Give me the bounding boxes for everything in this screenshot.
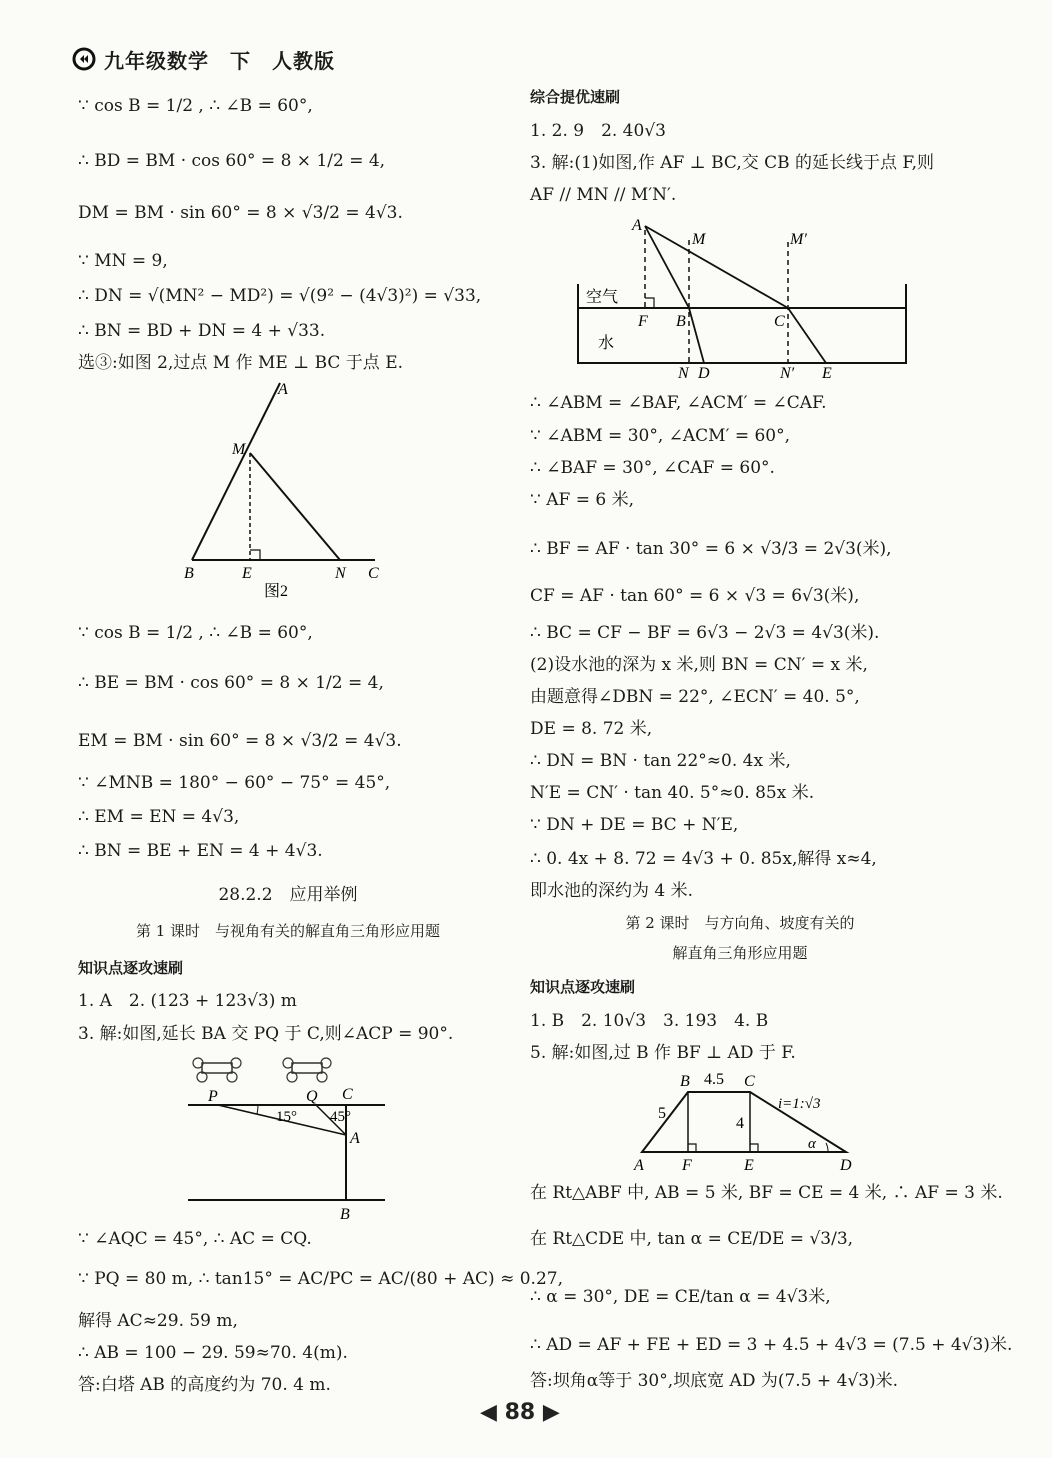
drone-icon-1 — [193, 1058, 241, 1082]
dam-label-height: 4 — [736, 1115, 744, 1132]
left-answer-2: 3. 解:如图,延长 BA 交 PQ 于 C,则∠ACP = 90°. — [78, 1024, 454, 1044]
left-line-1: ∵ cos B = 1/2 , ∴ ∠B = 60°, — [78, 96, 313, 116]
book-logo-icon — [72, 47, 96, 71]
pool-label-d: D — [698, 365, 710, 382]
left-line-3: DM = BM · sin 60° = 8 × √3/2 = 4√3. — [78, 203, 403, 223]
left-line-2: ∴ BD = BM · cos 60° = 8 × 1/2 = 4, — [78, 151, 386, 171]
page-number-text: 88 — [504, 1400, 536, 1425]
prev-arrow-icon: ◀ — [480, 1400, 497, 1425]
pool-label-air: 空气 — [586, 289, 619, 306]
label-b2: B — [340, 1206, 350, 1223]
left-line-6: ∴ BN = BD + DN = 4 + √33. — [78, 321, 326, 341]
right-line-10: ∴ BC = CF − BF = 6√3 − 2√3 = 4√3(米). — [530, 623, 880, 643]
angle-15: 15° — [276, 1109, 297, 1125]
right-answer-2: 5. 解:如图,过 B 作 BF ⊥ AD 于 F. — [530, 1043, 796, 1063]
right-line-12: 由题意得∠DBN = 22°, ∠ECN′ = 40. 5°, — [530, 687, 860, 707]
page-header — [72, 42, 335, 76]
label-b: B — [184, 565, 194, 582]
figure-dam — [628, 1068, 868, 1178]
right-line-4: ∴ ∠ABM = ∠BAF, ∠ACM′ = ∠CAF. — [530, 393, 827, 413]
label-q: Q — [306, 1088, 318, 1105]
dam-label-top-width: 4.5 — [704, 1071, 724, 1088]
right-line-13: DE = 8. 72 米, — [530, 719, 653, 739]
right-answer-3: 在 Rt△ABF 中, AB = 5 米, BF = CE = 4 米, ∴ AF = 3 米. — [530, 1183, 1003, 1203]
left-line-13: ∴ BN = BE + EN = 4 + 4√3. — [78, 841, 323, 861]
label-e: E — [242, 565, 252, 582]
right-line-1: 1. 2. 9 2. 40√3 — [530, 121, 666, 141]
dam-label-f: F — [682, 1157, 692, 1174]
pool-label-n-prime: N′ — [780, 365, 795, 382]
right-heading: 综合提优速刷 — [530, 88, 621, 106]
right-line-3: AF // MN // M′N′. — [530, 185, 677, 205]
right-line-15: N′E = CN′ · tan 40. 5°≈0. 85x 米. — [530, 783, 815, 803]
section-title: 28.2.2 应用举例 — [218, 885, 358, 905]
left-answer-6: ∴ AB = 100 − 29. 59≈70. 4(m). — [78, 1343, 348, 1363]
dam-label-slope: i=1:√3 — [778, 1096, 821, 1112]
label-p: P — [208, 1088, 218, 1105]
label-m: M — [232, 441, 246, 458]
right-line-2: 3. 解:(1)如图,作 AF ⊥ BC,交 CB 的延长线于点 F,则 — [530, 153, 934, 173]
right-line-9: CF = AF · tan 60° = 6 × √3 = 6√3(米), — [530, 586, 860, 606]
left-answer-1: 1. A 2. (123 + 123√3) m — [78, 991, 297, 1011]
label-c: C — [368, 565, 379, 582]
right-answer-4: 在 Rt△CDE 中, tan α = CE/DE = √3/3, — [530, 1229, 854, 1249]
header-title: 九年级数学 下 人教版 — [104, 48, 335, 73]
left-line-12: ∴ EM = EN = 4√3, — [78, 807, 240, 827]
left-line-11: ∵ ∠MNB = 180° − 60° − 75° = 45°, — [78, 773, 391, 793]
left-line-7: 选③:如图 2,过点 M 作 ME ⊥ BC 于点 E. — [78, 353, 404, 373]
right-answer-6: ∴ AD = AF + FE + ED = 3 + 4.5 + 4√3 = (7.5 + 4√3)米. — [530, 1335, 1013, 1355]
label-a: A — [278, 381, 288, 398]
pool-label-b: B — [676, 313, 686, 330]
left-line-8: ∵ cos B = 1/2 , ∴ ∠B = 60°, — [78, 623, 313, 643]
page-number — [480, 1400, 560, 1425]
drone-icon-2 — [283, 1058, 331, 1082]
pool-label-m: M — [692, 231, 706, 248]
label-a2: A — [350, 1130, 360, 1147]
right-answer-5: ∴ α = 30°, DE = CE/tan α = 4√3米, — [530, 1287, 831, 1307]
pool-label-e: E — [822, 365, 832, 382]
pool-label-f: F — [638, 313, 648, 330]
next-arrow-icon: ▶ — [542, 1400, 560, 1425]
pool-label-water: 水 — [598, 335, 615, 352]
lesson-title-1: 第 1 课时 与视角有关的解直角三角形应用题 — [135, 922, 441, 940]
dam-label-alpha: α — [808, 1136, 816, 1152]
right-line-8: ∴ BF = AF · tan 30° = 6 × √3/3 = 2√3(米), — [530, 539, 892, 559]
left-answer-3: ∵ ∠AQC = 45°, ∴ AC = CQ. — [78, 1229, 312, 1249]
dam-label-d: D — [840, 1157, 852, 1174]
left-heading: 知识点逐攻速刷 — [78, 959, 184, 977]
angle-45: 45° — [330, 1109, 351, 1125]
figure-pool — [570, 212, 920, 382]
right-heading-2: 知识点逐攻速刷 — [530, 978, 636, 996]
pool-label-c: C — [774, 313, 785, 330]
left-line-10: EM = BM · sin 60° = 8 × √3/2 = 4√3. — [78, 731, 402, 751]
right-line-7: ∵ AF = 6 米, — [530, 490, 634, 510]
dam-label-a: A — [634, 1157, 644, 1174]
right-answer-1: 1. B 2. 10√3 3. 193 4. B — [530, 1011, 769, 1031]
lesson-title-2b: 解直角三角形应用题 — [672, 944, 808, 962]
pool-label-n: N — [678, 365, 689, 382]
right-line-5: ∵ ∠ABM = 30°, ∠ACM′ = 60°, — [530, 426, 791, 446]
label-c2: C — [342, 1086, 353, 1103]
pool-label-a: A — [632, 217, 642, 234]
figure-2-caption: 图2 — [264, 583, 289, 600]
right-line-11: (2)设水池的深为 x 米,则 BN = CN′ = x 米, — [530, 655, 868, 675]
dam-label-c: C — [744, 1073, 755, 1090]
pool-label-m-prime: M′ — [790, 231, 807, 248]
dam-label-e: E — [744, 1157, 754, 1174]
line-mn — [250, 453, 340, 560]
left-line-9: ∴ BE = BM · cos 60° = 8 × 1/2 = 4, — [78, 673, 384, 693]
right-line-18: 即水池的深约为 4 米. — [530, 881, 694, 901]
figure-tower — [180, 1055, 405, 1225]
lesson-title-2a: 第 2 课时 与方向角、坡度有关的 — [625, 914, 855, 932]
dam-label-ab: 5 — [658, 1105, 666, 1122]
left-line-4: ∵ MN = 9, — [78, 251, 168, 271]
right-line-17: ∴ 0. 4x + 8. 72 = 4√3 + 0. 85x,解得 x≈4, — [530, 849, 877, 869]
left-answer-5: 解得 AC≈29. 59 m, — [78, 1311, 238, 1331]
right-line-6: ∴ ∠BAF = 30°, ∠CAF = 60°. — [530, 458, 775, 478]
figure-2 — [170, 378, 400, 603]
right-answer-7: 答:坝角α等于 30°,坝底宽 AD 为(7.5 + 4√3)米. — [530, 1371, 899, 1391]
right-line-16: ∵ DN + DE = BC + N′E, — [530, 815, 739, 835]
left-answer-7: 答:白塔 AB 的高度约为 70. 4 m. — [78, 1375, 331, 1395]
left-answer-4: ∵ PQ = 80 m, ∴ tan15° = AC/PC = AC/(80 + AC) ≈ 0.27, — [78, 1269, 563, 1289]
right-line-14: ∴ DN = BN · tan 22°≈0. 4x 米, — [530, 751, 791, 771]
label-n: N — [335, 565, 346, 582]
left-line-5: ∴ DN = √(MN² − MD²) = √(9² − (4√3)²) = √33, — [78, 286, 482, 306]
dam-label-b: B — [680, 1073, 690, 1090]
